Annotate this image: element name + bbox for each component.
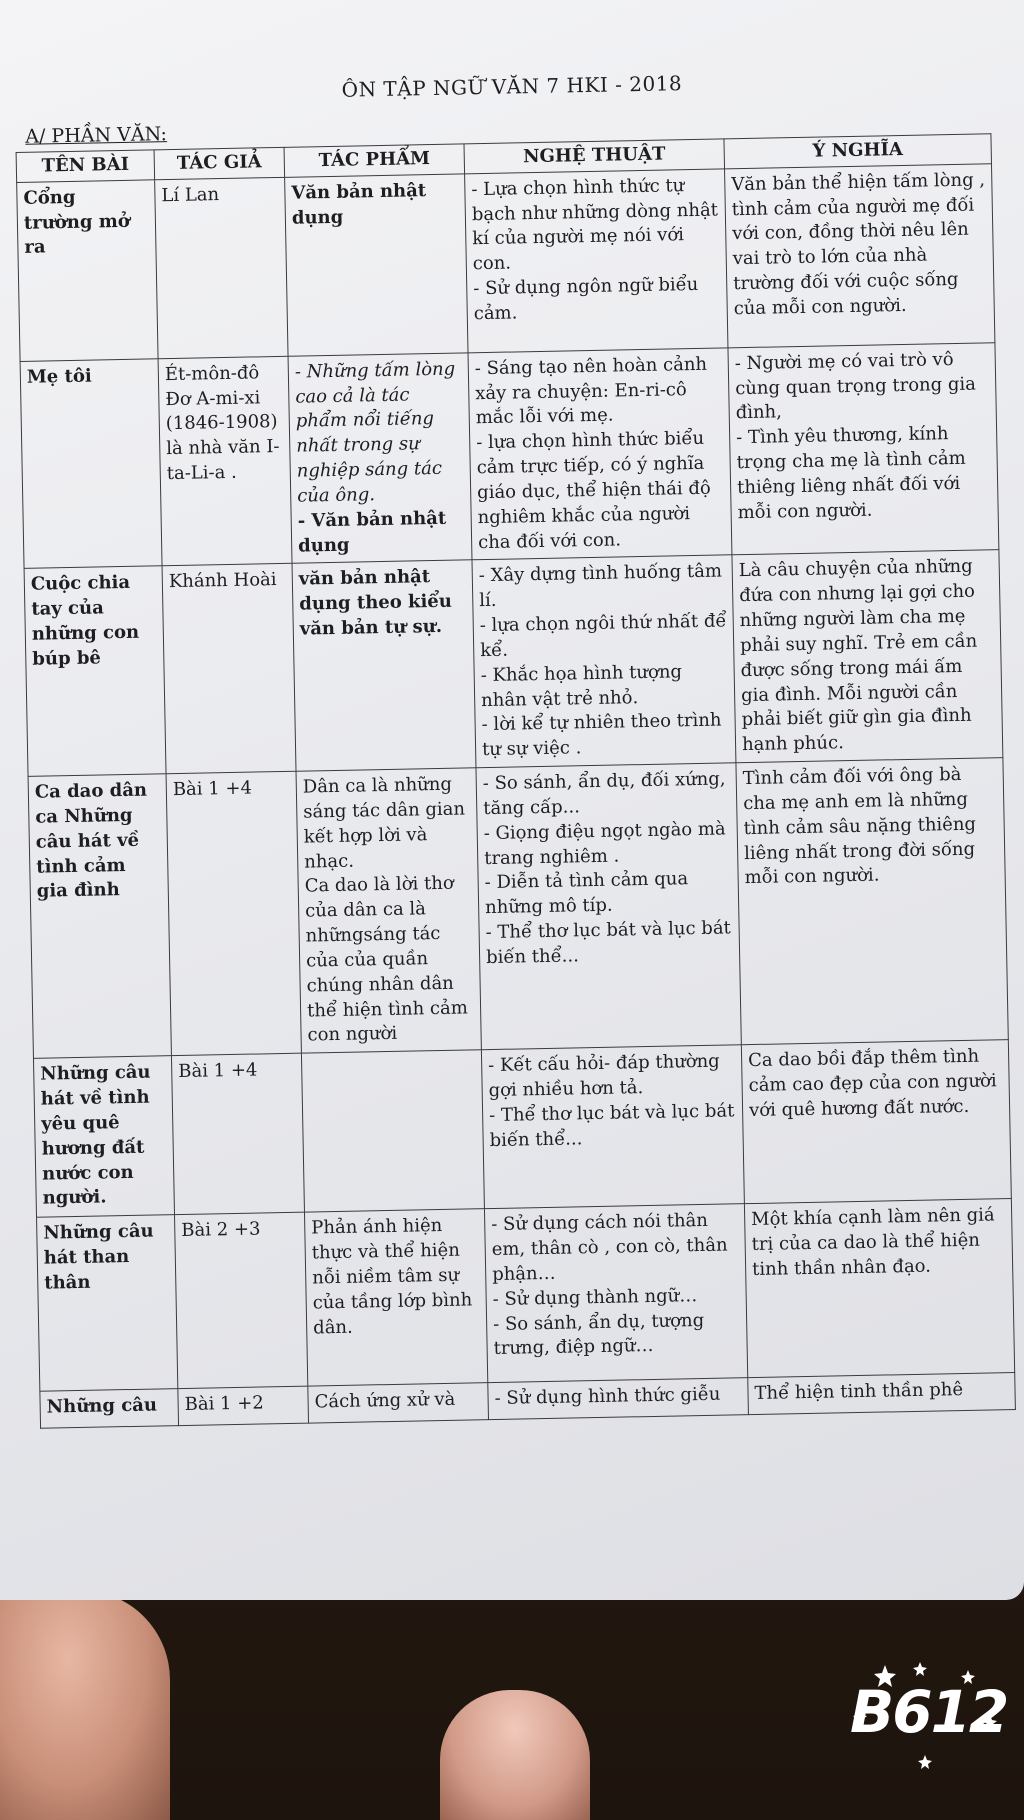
table-row [17,164,995,362]
cell-ten-bai: Những câu hát về tình yêu quê hương đất nước con người. [33,1056,174,1218]
cell-line: Dân ca là những sáng tác dân gian kết hợp lời và nhạc. [302,773,466,873]
header-tac-pham: TÁC PHẨM [284,144,465,177]
header-tac-gia: TÁC GIẢ [154,147,285,179]
cell-y-nghia [741,1040,1011,1204]
cell-line: - Thể thơ lục bát và lục bát biến thể... [488,1100,735,1151]
cell-line: Ca dao bồi đắp thêm tình cảm cao đẹp của con người với quê hương đất nước. [747,1045,997,1121]
cell-nghe-thuat [468,348,732,561]
cell-line: - Lựa chọn hình thức tự bạch như những dòng nhật kí của người mẹ nói với con. [471,174,719,275]
cell-y-nghia [744,1199,1014,1378]
header-ten-bai: TÊN BÀI [16,150,155,182]
cell-line: Phản ánh hiện thực và thể hiện nỗi niềm tâm sự của tầng lớp bình dân. [311,1215,473,1338]
cell-ten-bai: Ca dao dân ca Những câu hát về tình cảm gia đình [28,774,171,1059]
cell-tac-gia: Lí Lan [155,177,288,358]
cell-line: văn bản nhật dụng theo kiểu văn bản tự sự. [298,566,453,640]
cell-tac-pham [292,560,476,771]
table-row [33,1040,1011,1218]
cell-ten-bai: Mẹ tôi [20,359,162,569]
cell-line: Một khía cạnh làm nên giá trị của ca dao là thể hiện tinh thần nhân đạo. [751,1204,995,1280]
cell-line [308,1055,475,1058]
cell-line: - Sử dụng hình thức giễu [494,1383,721,1410]
cell-line: - Sử dụng thành ngữ… [492,1284,698,1310]
watermark-text: B612 [850,1678,1008,1746]
cell-nghe-thuat [472,555,736,768]
cell-line: - So sánh, ẩn dụ, tượng trưng, điệp ngữ… [492,1309,705,1360]
cell-y-nghia [736,758,1008,1045]
cell-tac-pham [296,768,481,1054]
cell-line: - lựa chọn hình thức biểu cảm trực tiếp, có ý nghĩa giáo dục, thể hiện thái độ nghiêm khắc của người cha đối với con. [476,428,711,553]
cell-line: - lời kể tự nhiên theo trình tự sự việc . [481,709,722,761]
cell-line: - Sử dụng cách nói thân em, thân cò , con cò, thân phận… [491,1210,728,1285]
cell-tac-gia: Bài 1 +2 [178,1386,309,1425]
cell-line: - Sử dụng ngôn ngữ biểu cảm. [473,274,699,325]
cell-line: Cách ứng xử và [314,1388,456,1413]
cell-nghe-thuat [484,1204,747,1383]
cell-line: Văn bản nhật dụng [291,179,427,229]
table-row [28,758,1008,1059]
cell-tac-pham [285,174,468,356]
cell-line: - Người mẹ có vai trò vô cùng quan trọng trong gia đình, [734,348,977,424]
cell-tac-pham [304,1209,487,1386]
cell-tac-pham [308,1383,489,1423]
cell-line: - Văn bản nhật dụng [297,507,447,557]
cell-tac-pham [301,1050,484,1212]
cell-y-nghia [728,343,999,556]
cell-line: - Kết cấu hỏi- đáp thường gợi nhiều hơn tả. [488,1050,720,1102]
cell-ten-bai: Cổng trường mở ra [17,180,158,362]
header-nghe-thuat: NGHỆ THUẬT [464,139,725,174]
cell-line: - Thể thơ lục bát và lục bát biến thể... [485,917,732,968]
cell-ten-bai: Những câu [40,1389,179,1429]
cell-line: - Sáng tạo nên hoàn cảnh xảy ra chuyện: En-ri-cô mắc lỗi với mẹ. [474,353,708,429]
cell-tac-gia: Bài 2 +3 [175,1212,308,1388]
cell-line: - Khắc họa hình tượng nhân vật trẻ nhỏ. [480,661,683,711]
section-title: A/ PHẦN VĂN: [25,123,168,148]
cell-tac-gia: Bài 1 +4 [166,771,301,1056]
cell-tac-gia: Ét-môn-đô Đơ A-mi-xi (1846-1908) là nhà văn I-ta-Li-a . [158,356,292,566]
header-y-nghia: Ý NGHĨA [724,134,992,169]
cell-line: - Xây dựng tình huống tâm lí. [478,560,723,612]
cell-y-nghia [748,1373,1016,1415]
table-row [24,550,1003,776]
cell-line: - Diễn tả tình cảm qua những mô típ. [484,868,689,919]
cell-line: Ca dao là lời thơ của dân ca là nhữngsáng tác của của quần chúng nhân dân thể hiện tình cảm con người [304,873,469,1046]
cell-ten-bai: Cuộc chia tay của những con búp bê [24,566,166,776]
cell-line: - lựa chọn ngôi thứ nhất để kể. [479,610,727,662]
cell-line: - Tình yêu thương, kính trọng cha mẹ là tình cảm thiêng liêng nhất đối với mỗi con người. [735,423,966,523]
cell-nghe-thuat [476,763,741,1050]
cell-y-nghia [732,550,1003,763]
cell-y-nghia [725,164,995,348]
cell-line: - Những tấm lòng cao cả là tác phẩm nổi tiếng nhất trong sự nghiệp sáng tác của ông. [294,358,456,507]
document [14,51,1024,1429]
cell-tac-gia: Khánh Hoài [162,564,296,774]
cell-tac-gia: Bài 1 +4 [171,1053,304,1214]
cell-line: Là câu chuyện của những đứa con nhưng lại gợi cho những người làm cha mẹ phải suy nghĩ. Trẻ em cần được sống trong mái ấm gia đình. Mỗi người cần phải biết giữ gìn gia đình hạnh phúc. [738,556,978,756]
cell-line: Tình cảm đối với ông bà cha mẹ anh em là những tình cảm sâu nặng thiêng liêng nhất trong đời sống mỗi con người. [742,764,977,889]
hand-right [440,1690,590,1820]
cell-line: Thể hiện tinh thần phê [754,1379,964,1405]
review-table [16,133,1016,1429]
cell-ten-bai: Những câu hát than thân [37,1215,178,1392]
cell-line: - So sánh, ẩn dụ, đối xứng, tăng cấp... [482,768,726,820]
table-row [20,343,999,569]
hand-left [0,1590,170,1820]
cell-nghe-thuat [465,169,728,353]
table-row [37,1199,1015,1392]
cell-line: - Giọng điệu ngọt ngào mà trang nghiêm . [483,818,726,869]
document-title: ÔN TẬP NGỮ VĂN 7 HKI - 2018 [341,71,683,102]
cell-tac-pham [288,353,472,564]
b612-watermark [850,1660,1008,1770]
cell-nghe-thuat [488,1378,749,1420]
cell-line: Văn bản thể hiện tấm lòng , tình cảm của người mẹ đối với con, đồng thời nêu lên vai trò to lớn của nhà trường đối với cuộc sống của mỗi con người. [731,169,986,320]
cell-nghe-thuat [481,1045,744,1209]
